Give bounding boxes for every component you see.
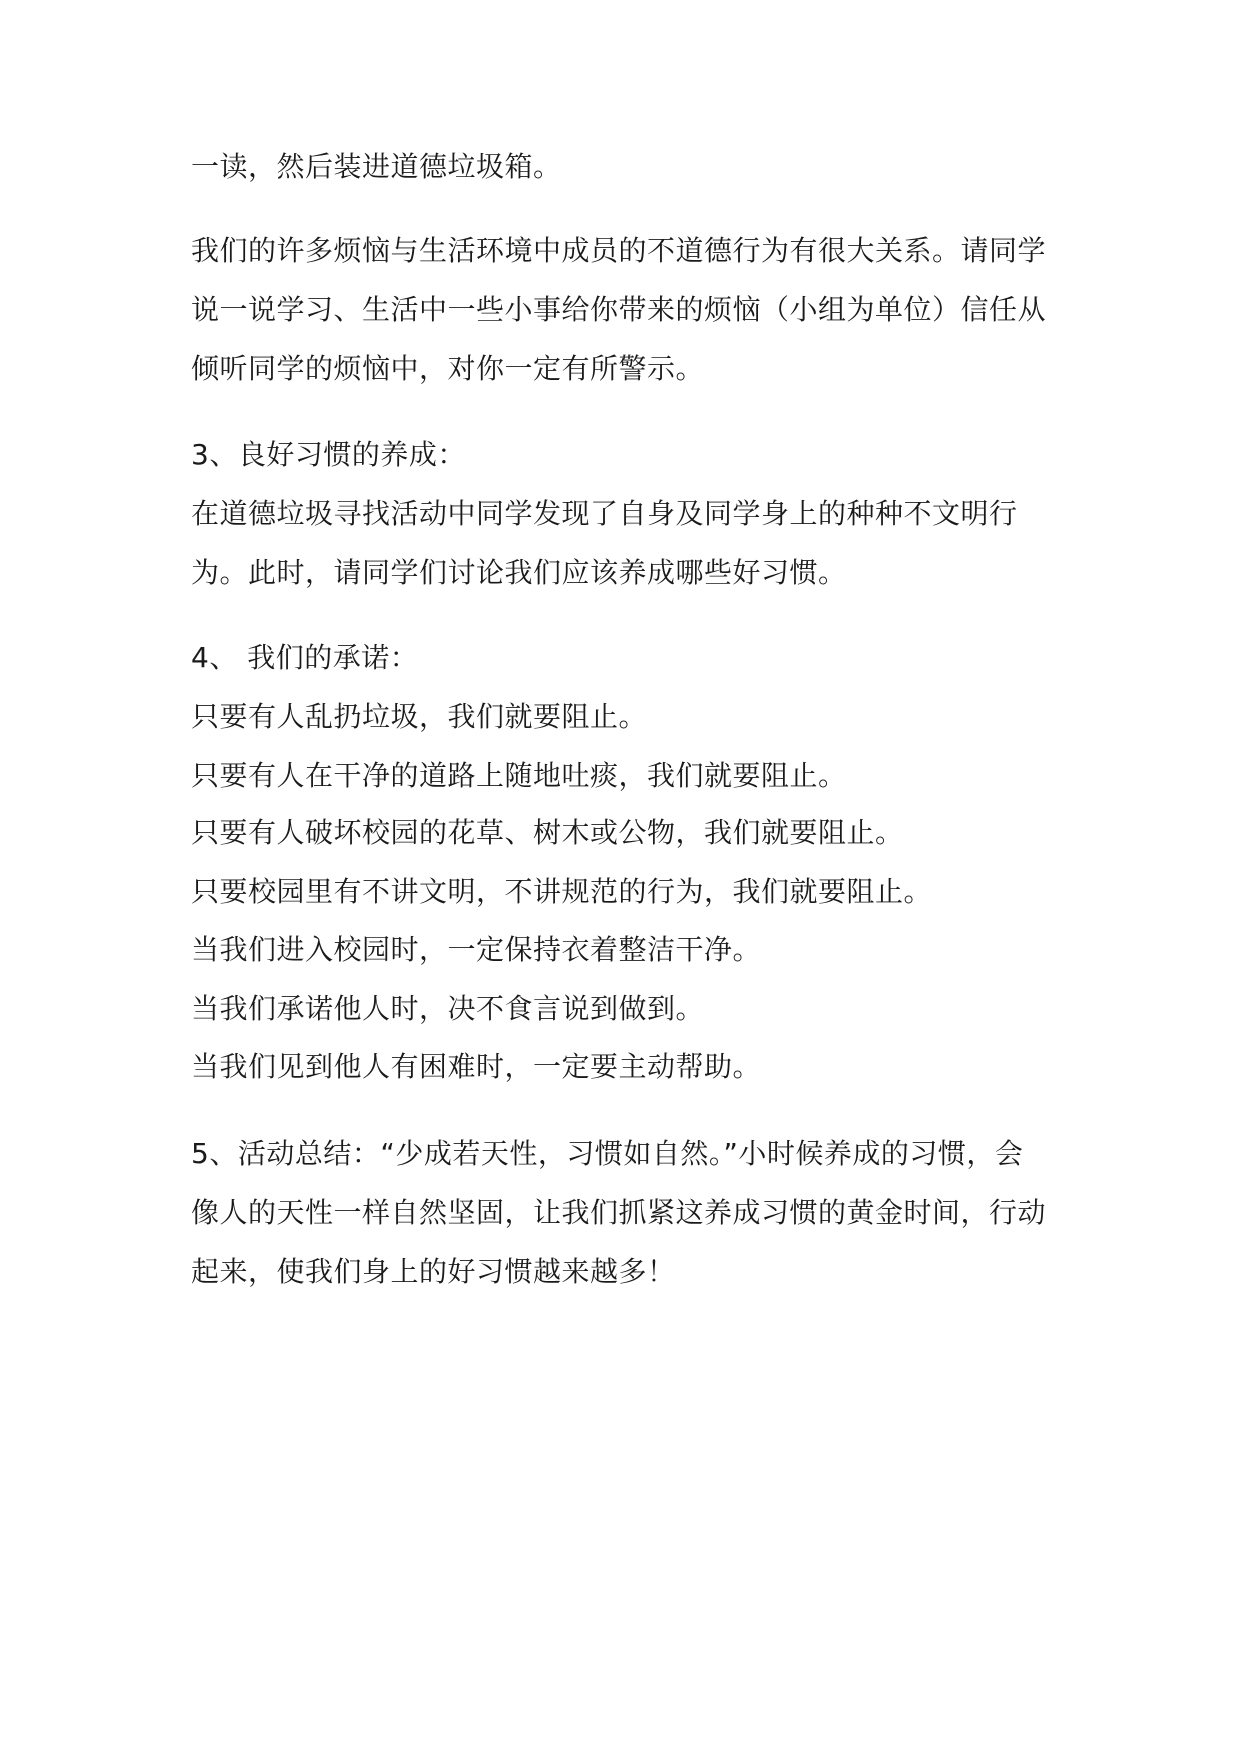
section-heading-4: 4、 我们的承诺： [191, 641, 419, 674]
promise-line-5: 当我们进入校园时，一定保持衣着整洁干净。 [191, 933, 762, 966]
promise-line-6: 当我们承诺他人时，决不食言说到做到。 [191, 992, 705, 1025]
promise-line-2: 只要有人在干净的道路上随地吐痰，我们就要阻止。 [191, 759, 847, 792]
section-heading-5: 5、活动总结：“少成若天性，习惯如自然。”小时候养成的习惯，会 [191, 1137, 1024, 1170]
text-line-habits-2: 为。此时，请同学们讨论我们应该养成哪些好习惯。 [191, 556, 847, 589]
section-heading-3: 3、良好习惯的养成： [191, 438, 466, 471]
text-line-habits-1: 在道德垃圾寻找活动中同学发现了自身及同学身上的种种不文明行 [191, 497, 1018, 530]
text-line-troubles-1: 我们的许多烦恼与生活环境中成员的不道德行为有很大关系。请同学 [191, 234, 1047, 267]
text-line-intro-end: 一读，然后装进道德垃圾箱。 [191, 150, 562, 183]
promise-line-1: 只要有人乱扔垃圾，我们就要阻止。 [191, 700, 648, 733]
promise-line-3: 只要有人破坏校园的花草、树木或公物，我们就要阻止。 [191, 816, 904, 849]
promise-line-4: 只要校园里有不讲文明，不讲规范的行为，我们就要阻止。 [191, 875, 933, 908]
text-line-troubles-3: 倾听同学的烦恼中，对你一定有所警示。 [191, 352, 705, 385]
text-line-troubles-2: 说一说学习、生活中一些小事给你带来的烦恼（小组为单位）信任从 [191, 293, 1047, 326]
text-line-summary-2: 像人的天性一样自然坚固，让我们抓紧这养成习惯的黄金时间，行动 [191, 1196, 1047, 1229]
text-line-summary-3: 起来，使我们身上的好习惯越来越多！ [191, 1255, 676, 1288]
promise-line-7: 当我们见到他人有困难时，一定要主动帮助。 [191, 1050, 762, 1083]
